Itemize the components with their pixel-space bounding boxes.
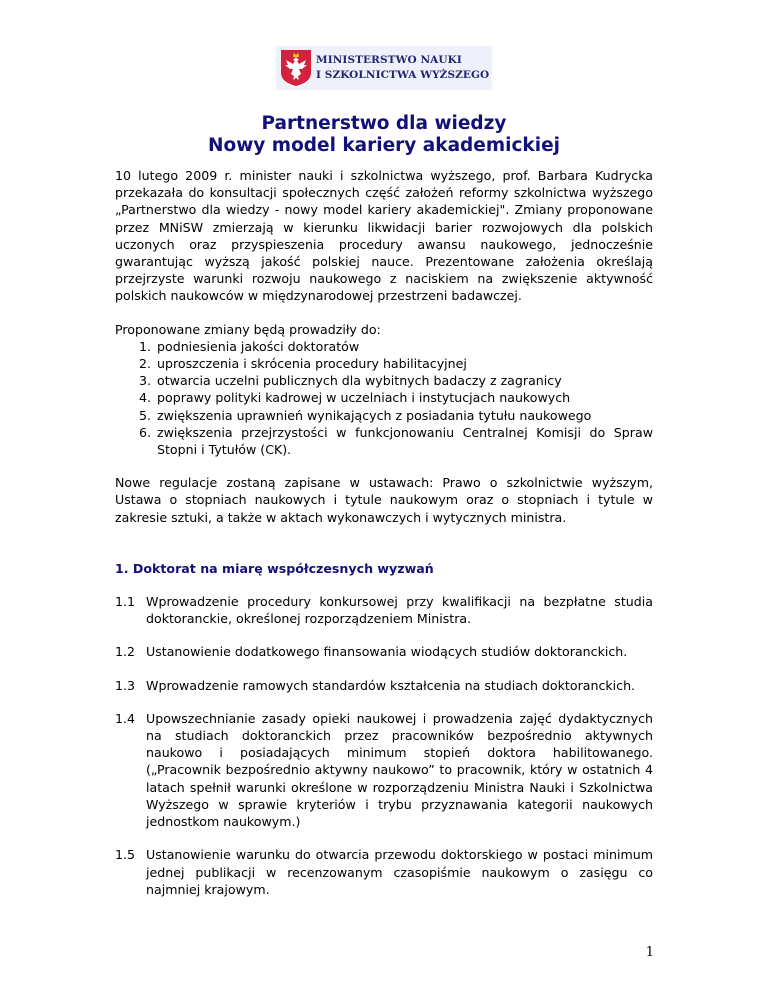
polish-eagle-icon (280, 49, 312, 87)
list-item: 2. uproszczenia i skrócenia procedury habilitacyjnej (155, 355, 653, 372)
point-text: Wprowadzenie ramowych standardów kształcenia na studiach doktoranckich. (146, 677, 636, 693)
section-heading: 1. Doktorat na miarę współczesnych wyzwań (115, 560, 434, 576)
point-number: 1.1 (115, 594, 136, 610)
section-point (115, 677, 653, 694)
point-text: Ustanowienie warunku do otwarcia przewodu doktorskiego w postaci minimum jednej publikacji w recenzowanym czasopiśmie naukowym o zasięgu co najmniej krajowym. (146, 847, 653, 897)
law-paragraph: Nowe regulacje zostaną zapisane w ustawach: Prawo o szkolnictwie wyższym, Ustawa o stopniach naukowych i tytule naukowym oraz o stopniach i tytule w zakresie sztuki, a także w aktach wykonawczych i wytycznych ministra. (115, 475, 653, 525)
list-item: 5. zwiększenia uprawnień wynikających z posiadania tytułu naukowego (155, 407, 653, 424)
ministry-logo (276, 46, 492, 90)
section-point (115, 593, 653, 627)
logo-line-1: MINISTERSTWO NAUKI (316, 54, 462, 66)
section-point (115, 710, 653, 830)
list-item: 1. podniesienia jakości doktoratów (155, 338, 653, 355)
changes-heading: Proponowane zmiany będą prowadziły do: (115, 321, 381, 337)
point-text: Wprowadzenie procedury konkursowej przy kwalifikacji na bezpłatne studia doktoranckie, określonej rozporządzeniem Ministra. (146, 594, 653, 627)
document-title (0, 113, 768, 157)
intro-paragraph: 10 lutego 2009 r. minister nauki i szkolnictwa wyższego, prof. Barbara Kudrycka przekazała do konsultacji społecznych część założeń reformy szkolnictwa wyższego „Partnerstwo dla wiedzy - nowy model kariery akademickiej". Zmiany proponowane przez MNiSW zmierzają w kierunku likwidacji barier rozwojowych dla polskich uczonych oraz przyspieszenia procedury awansu naukowego, jednocześnie gwarantując wyższą jakość polskiej nauce. Prezentowane założenia określają przejrzyste warunki rozwoju naukowego z naciskiem na zwiększenie aktywność polskich naukowców w międzynarodowej przestrzeni badawczej. (115, 168, 653, 304)
changes-list (115, 338, 653, 458)
point-text: Upowszechnianie zasady opieki naukowej i prowadzenia zajęć dydaktycznych na studiach doktoranckich przez pracowników bezpośrednio aktywnych naukowo i posiadających minimum stopień doktora habilitowanego. („Pracownik bezpośrednio aktywny naukowo” to pracownik, który w ostatnich 4 latach spełnił warunki określone w rozporządzeniu Ministra Nauki i Szkolnictwa Wyższego w sprawie kryteriów i trybu przyznawania kategorii naukowych jednostkom naukowym.) (146, 710, 653, 830)
point-number: 1.4 (115, 710, 136, 726)
document-body (115, 167, 653, 914)
point-number: 1.3 (115, 677, 136, 693)
point-number: 1.5 (115, 847, 136, 863)
list-item: 4. poprawy polityki kadrowej w uczelniach i instytucjach naukowych (155, 389, 653, 406)
logo-line-2: I SZKOLNICTWA WYŻSZEGO (316, 69, 490, 81)
section-point (115, 846, 653, 898)
point-number: 1.2 (115, 644, 136, 660)
page-number: 1 (645, 945, 654, 960)
section-point (115, 643, 653, 660)
title-line-1: Partnerstwo dla wiedzy (261, 113, 507, 134)
list-item: 6. zwiększenia przejrzystości w funkcjonowaniu Centralnej Komisji do Spraw Stopni i Tytułów (CK). (155, 424, 653, 458)
list-item: 3. otwarcia uczelni publicznych dla wybitnych badaczy z zagranicy (155, 372, 653, 389)
point-text: Ustanowienie dodatkowego finansowania wiodących studiów doktoranckich. (146, 644, 628, 660)
title-line-2: Nowy model kariery akademickiej (208, 135, 560, 156)
